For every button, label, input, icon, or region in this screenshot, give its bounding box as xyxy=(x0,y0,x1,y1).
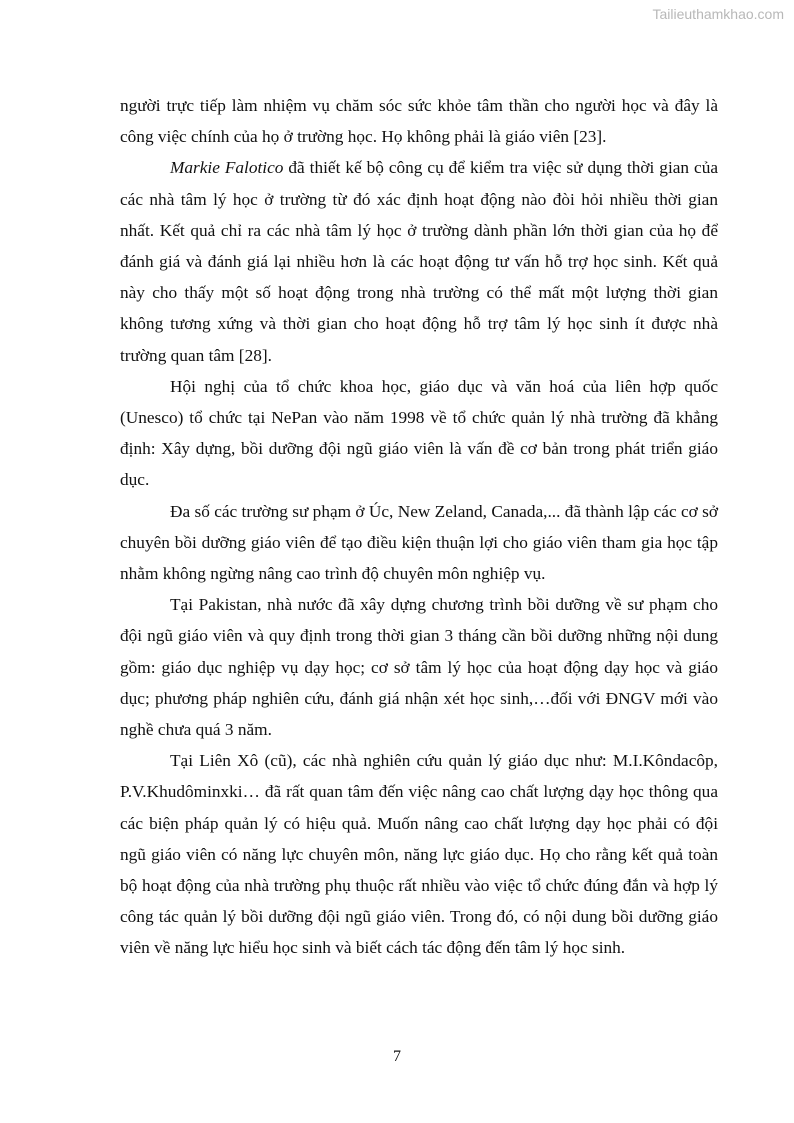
paragraph xyxy=(120,745,718,963)
paragraph-text: người trực tiếp làm nhiệm vụ chăm sóc sức khỏe tâm thần cho người học và đây là công việc chính của họ ở trường học. Họ không phải là giáo viên [23]. xyxy=(120,96,718,147)
paragraph xyxy=(120,371,718,496)
paragraph-text: Tại Liên Xô (cũ), các nhà nghiên cứu quản lý giáo dục như: M.I.Kôndacôp, P.V.Khudôminxki… đã rất quan tâm đến việc nâng cao chất lượng dạy học thông qua các biện pháp quản lý có hiệu quả. Muốn nâng cao chất lượng dạy học phải có đội ngũ giáo viên có năng lực chuyên môn, năng lực giáo dục. Họ cho rằng kết quả toàn bộ hoạt động của nhà trường phụ thuộc rất nhiều vào việc tổ chức đúng đắn và hợp lý công tác quản lý bồi dưỡng đội ngũ giáo viên. Trong đó, có nội dung bồi dưỡng giáo viên về năng lực hiểu học sinh và biết cách tác động đến tâm lý học sinh. xyxy=(120,751,718,958)
paragraph-text: Hội nghị của tổ chức khoa học, giáo dục và văn hoá của liên hợp quốc (Unesco) tổ chức tại NePan vào năm 1998 về tổ chức quản lý nhà trường đã khẳng định: Xây dựng, bồi dưỡng đội ngũ giáo viên là vấn đề cơ bản trong phát triển giáo dục. xyxy=(120,376,718,490)
paragraph-text: Tại Pakistan, nhà nước đã xây dựng chương trình bồi dưỡng về sư phạm cho đội ngũ giáo viên và quy định trong thời gian 3 tháng cần bồi dưỡng những nội dung gồm: giáo dục nghiệp vụ dạy học; cơ sở tâm lý học của hoạt động dạy học và giáo dục; phương pháp nghiên cứu, đánh giá nhận xét học sinh,…đối với ĐNGV mới vào nghề chưa quá 3 năm. xyxy=(120,595,718,740)
paragraph xyxy=(120,589,718,745)
paragraph-text: đã thiết kế bộ công cụ để kiểm tra việc sử dụng thời gian của các nhà tâm lý học ở trường từ đó xác định hoạt động nào đòi hỏi nhiều thời gian nhất. Kết quả chỉ ra các nhà tâm lý học ở trường dành phần lớn thời gian của họ để đánh giá và đánh giá lại nhiều hơn là các hoạt động tư vấn hỗ trợ học sinh. Kết quả này cho thấy một số hoạt động trong nhà trường có thể mất một lượng thời gian không tương xứng và thời gian cho hoạt động hỗ trợ tâm lý học sinh ít được nhà trường quan tâm [28]. xyxy=(120,158,718,365)
document-body xyxy=(120,90,718,964)
paragraph xyxy=(120,152,718,370)
paragraph-text: Đa số các trường sư phạm ở Úc, New Zeland, Canada,... đã thành lập các cơ sở chuyên bồi dưỡng giáo viên để tạo điều kiện thuận lợi cho giáo viên tham gia học tập nhằm không ngừng nâng cao trình độ chuyên môn nghiệp vụ. xyxy=(120,501,718,584)
paragraph-italic-lead: Markie Falotico xyxy=(170,158,284,178)
page-number: 7 xyxy=(393,1048,401,1065)
paragraph xyxy=(120,90,718,152)
watermark-text: Tailieuthamkhao.com xyxy=(652,6,784,22)
paragraph xyxy=(120,496,718,590)
